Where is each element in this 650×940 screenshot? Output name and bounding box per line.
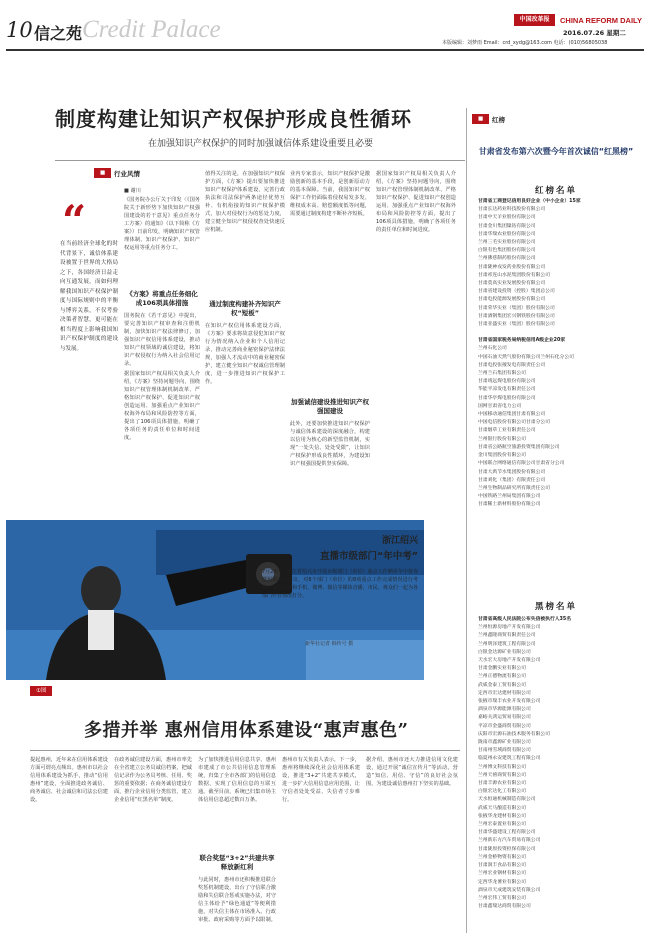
list-item: 天水宏大房地产开发有限公司 — [478, 658, 541, 664]
list-item: 兰州明泽建筑工程有限公司 — [478, 641, 536, 647]
list-item: 兰州恒源房地产开发有限公司 — [478, 625, 541, 631]
article-byline: ■ 谢川 — [124, 188, 141, 194]
masthead-rule — [6, 49, 644, 51]
list-item: 兰州石化公司 — [478, 346, 507, 352]
list-item: 中国移动通信集团甘肃有限公司 — [478, 412, 546, 418]
article-paragraph: 惠州市有关负责人表示，下一步，惠州将继续深化社会信用体系建设，推进“3+2”共建共享模式，进一步扩大信用信息应用范围，让守信者处处受益、失信者寸步难行。 — [282, 757, 360, 803]
section-tag-label: 行业风情 — [114, 170, 140, 178]
list-item: 中国联合网络通信有限公司甘肃省分公司 — [478, 461, 565, 467]
list-item: 定西华龙薯业有限公司 — [478, 879, 526, 885]
list-item: 甘南州雪域商贸有限公司 — [478, 748, 531, 754]
photo-caption: 7月24日，浙江省绍兴市开展市级部门（单位）重点工作晒单年中督查暨履职电视评议，对8个部门（单位）的8项重点工作完成情况进行考评，通过电视和手机、微博、微信等媒体直播，市民、观众们一起为各部门作答情况打分。 — [262, 569, 418, 599]
list-item: 中国石油天然气股份有限公司兰州石化分公司 — [478, 354, 574, 360]
list-item: 兰州佛慈制药股份有限公司 — [478, 256, 536, 262]
list-item: 甘肃电投能源发展股份有限公司 — [478, 297, 546, 303]
list-item: 白银金达源矿业有限公司 — [478, 649, 531, 655]
list-item: 兰州宏泰置业有限公司 — [478, 822, 526, 828]
list-item: 中国铁路兰州局集团有限公司 — [478, 494, 541, 500]
article-paragraph: 《国务院办公厅关于印发〈《国务院关于新形势下加快知识产权强国建设的若干意见》重点任务分工方案〉的通知》（以下简称《方案》）日前印发，明确知识产权管理体制、知识产权保护、知识产权运用等重点任务分工。 — [124, 197, 200, 251]
list-item: 甘肃酒钢集团宏兴钢铁股份有限公司 — [478, 313, 555, 319]
list-item: 甘肃华亭煤电股份有限公司 — [478, 395, 536, 401]
list-item: 甘肃华瑞农业股份有限公司 — [478, 231, 536, 237]
list-item: 兰州金桥物资有限公司 — [478, 854, 526, 860]
photo-credit: 新华社记者 韩传号 摄 — [305, 641, 354, 647]
list-item: 甘肃亚盛实业（集团）股份有限公司 — [478, 322, 555, 328]
list-item: 金川集团股份有限公司 — [478, 453, 526, 459]
photo-title-1: 浙江绍兴 — [381, 536, 418, 546]
second-headline: 多措并举 惠州信用体系建设“惠声惠色” — [84, 720, 409, 741]
main-subheadline: 在加强知识产权保护的同时加强诚信体系建设重要且必要 — [148, 139, 374, 149]
list-item: 甘肃电投张掖发电有限责任公司 — [478, 362, 546, 368]
headline-rule — [30, 750, 460, 751]
list-item: 临夏州永安建筑工程有限公司 — [478, 756, 541, 762]
list-item: 兰州宏伟工贸有限公司 — [478, 895, 526, 901]
list-item: 嘉峪关鸿运贸易有限公司 — [478, 715, 531, 721]
list-item: 兰州正德物流有限公司 — [478, 674, 526, 680]
article-paragraph: 此外，还要加快推进知识产权保护与诚信体系建设的深度融合，构建以信用为核心的新型监管机制，实现“一处失信、处处受限”，让知识产权保护形成良性循环，为建设知识产权强国提供坚实保障。 — [290, 421, 370, 467]
section-tag: ■ — [94, 168, 111, 178]
list-item: 甘肃稀土新材料股份有限公司 — [478, 502, 541, 508]
list-item: 甘肃金川集团镍钴有限公司 — [478, 223, 536, 229]
page-number: 10 — [6, 18, 33, 42]
black-list-intro: 甘肃省高级人民法院公布失信被执行人35名 — [478, 617, 572, 622]
red-list-tag: ■ — [472, 114, 489, 124]
article2-subhead: 联合奖惩“3+2”共建共享释放新红利 — [199, 854, 275, 871]
list-item: 甘肃省建设投资（控股）集团总公司 — [478, 289, 555, 295]
article-paragraph: 值得关注的是，在加强知识产权保护方面，《方案》提出要加快推进知识产权保护体系建设，完善行政执法和司法保护两条途径优势互补、有机衔接的知识产权保护模式，加大对侵权行为的惩处力度，建立健全知识产权侵权查处快速反应机制。 — [205, 171, 285, 233]
list-item: 甘肃丰源农业有限公司 — [478, 781, 526, 787]
list-item: 甘肃大禹节水集团股份有限公司 — [478, 469, 546, 475]
list-item: 甘肃陇原投资担保有限公司 — [478, 846, 536, 852]
red-list-intro: 甘肃省国家税务局纳税信用A级企业20家 — [478, 338, 566, 344]
list-item: 甘肃华盛建设工程有限公司 — [478, 830, 536, 836]
list-item: 武威金泰工贸有限公司 — [478, 682, 526, 688]
list-item: 定西市宏达建材有限公司 — [478, 690, 531, 696]
list-item: 甘肃金鹏实业有限公司 — [478, 666, 526, 672]
list-item: 甘肃陇神戎发药业股份有限公司 — [478, 264, 546, 270]
list-item: 兰州鑫隆商贸有限责任公司 — [478, 633, 536, 639]
article-paragraph: 在知识产权信用体系建设方面，《方案》要求将故意侵犯知识产权行为情况纳入企业和个人信用记录，推动完善商业秘密保护法律法规，加强人才流动中的商业秘密保护，建立健全知识产权诚信管理制度，进一步推进知识产权保护工作。 — [205, 323, 285, 385]
list-item: 白银宏达化工有限公司 — [478, 789, 526, 795]
red-black-list-subheadline: 甘肃省发布第六次暨今年首次诚信“红黑榜” — [478, 147, 634, 156]
list-item: 兰州新东方汽车贸易有限公司 — [478, 838, 541, 844]
red-list-intro: 甘肃省工商登记信用良好企业（中小企业）15家 — [478, 199, 581, 204]
newspaper-logo-en: CHINA REFORM DAILY — [560, 16, 642, 25]
main-headline: 制度构建让知识产权保护形成良性循环 — [55, 107, 412, 131]
list-item: 甘肃鑫瑞达商贸有限公司 — [478, 904, 531, 910]
section-name-en: Credit Palace — [82, 16, 221, 43]
article-paragraph: 业内专家表示，知识产权保护是激励创新的基本手段，是创新原动力的基本保障。当前，我国知识产权保护工作仍面临着侵权易发多发、维权成本高、赔偿额度低等问题，需要通过制度构建不断补齐短板。 — [290, 171, 370, 217]
article-subhead: 《方案》将重点任务细化成106项具体措施 — [126, 290, 198, 307]
column-divider — [466, 108, 467, 933]
red-list-tag-label: 红榜 — [492, 116, 505, 124]
list-item: 甘肃荣华实业（集团）股份有限公司 — [478, 305, 555, 311]
article-paragraph: 在政务诚信建设方面，惠州市率先在全省建立公务员诚信档案，把诚信记录作为公务员考核、任用、奖惩的重要依据；在商务诚信建设方面，推行企业信用分类监管，建立企业信用“红黑名单”制度。 — [114, 757, 192, 803]
list-item: 平凉市金盛商贸有限公司 — [478, 723, 531, 729]
list-item: 甘肃中天羊业股份有限公司 — [478, 215, 536, 221]
list-item: 兰州银行股份有限公司 — [478, 436, 526, 442]
list-item: 庆阳市宏源石油技术服务有限公司 — [478, 731, 550, 737]
article-paragraph: 据国家知识产权局相关负责人介绍，《方案》坚持问题导向，围绕知识产权管理体制机制改革、严格知识产权保护、促进知识产权创造运用、加强重点产业知识产权海外布局和风险防控等方面，提出了106项具体措施，明确了各项任务的责任单位和时间进度。 — [376, 171, 456, 233]
list-item: 兰州博文科技有限公司 — [478, 764, 526, 770]
red-list-title: 红榜名单 — [534, 186, 577, 196]
newspaper-logo: 中国改革报 — [514, 14, 555, 26]
article-paragraph: 据介绍，惠州市还大力推进信用文化建设，通过开展“诚信宣传月”等活动，营造“知信、用信、守信”的良好社会氛围，为建设诚信惠州打下坚实的基础。 — [366, 757, 458, 787]
red-list — [478, 198, 634, 510]
list-item: 兰州天禧商贸有限公司 — [478, 772, 526, 778]
list-item: 甘肃烟草工业有限责任公司 — [478, 428, 536, 434]
list-item: 兰州生物制品研究所有限责任公司 — [478, 485, 550, 491]
list-item: 陇南市鑫源矿业有限公司 — [478, 740, 531, 746]
list-item: 张掖市瑞丰农业开发有限公司 — [478, 699, 541, 705]
list-item: 天水恒通机械制造有限公司 — [478, 797, 536, 803]
article2-tag: ①图 — [30, 686, 52, 696]
article-paragraph: 与此同时，惠州市还积极推进联合奖惩机制建设，出台了守信联合激励和失信联合惩戒实施办法，对守信主体给予“绿色通道”等便利措施，对失信主体在市场准入、行政审批、政府采购等方面予以限制。 — [198, 877, 276, 923]
list-item: 国网甘肃省电力公司 — [478, 403, 522, 409]
issue-date: 2016.07.26 星期二 — [563, 29, 626, 37]
section-name: 信之苑 — [34, 24, 83, 43]
list-item: 甘肃莫高实业发展股份有限公司 — [478, 281, 546, 287]
list-item: 甘肃靖远煤电股份有限公司 — [478, 379, 536, 385]
article-paragraph: 国务院在《若干意见》中提出，要完善知识产权审查和注册机制，加快知识产权法律修订，加强知识产权信用体系建设，推动知识产权领域的诚信建设，将知识产权侵权行为纳入社会信用记录。 — [124, 313, 200, 367]
article-paragraph: 据国家知识产权局相关负责人介绍，《方案》坚持问题导向，围绕知识产权管理体制机制改革、严格知识产权保护、促进知识产权创造运用、加强重点产业知识产权海外布局和风险防控等方面，提出了106项具体措施，明确了各项任务的责任单位和时间进度。 — [124, 371, 200, 441]
list-item: 甘肃祁连山水泥集团股份有限公司 — [478, 272, 550, 278]
headline-rule — [55, 160, 465, 161]
list-item: 白银有色集团股份有限公司 — [478, 248, 536, 254]
list-item: 酒泉市天成建筑安装有限公司 — [478, 887, 541, 893]
photo-title-2: 直播市级部门“年中考” — [320, 551, 418, 562]
list-item: 武威天马酿造有限公司 — [478, 805, 526, 811]
editor-info: 本版编辑：刘梦雨 Email：crd_xydg@163.com 电话：(010)56805038 — [442, 40, 608, 46]
list-item: 华能平凉发电有限责任公司 — [478, 387, 536, 393]
list-item: 甘肃长达药业科技股份有限公司 — [478, 207, 546, 213]
list-item: 酒泉市华源能源有限公司 — [478, 707, 531, 713]
article-paragraph: 提起惠州，近年来在信用体系建设方面可谓亮点频出。惠州市以社会信用体系建设为抓手，推动“信用惠州”建设，全面推进政务诚信、商务诚信、社会诚信和司法公信建设。 — [30, 757, 108, 803]
list-item: 中国电信股份有限公司甘肃分公司 — [478, 420, 550, 426]
quote-mark-icon: “ — [62, 196, 87, 245]
list-item: 甘肃润丰食品有限公司 — [478, 863, 526, 869]
list-item: 兰州宏业钢材有限公司 — [478, 871, 526, 877]
article-lead: 在当前经济全球化的时代背景下，诚信体系建设被置于世界的大格局之下，各国经济日益走向互通发展，而如何理解我国知识产权保护制度与国际规则中的平衡与博弈关系，不仅考验决策者智慧，更可能在相当程度上影响我国知识产权保护制度的建设与发展。 — [60, 241, 118, 352]
black-list-title: 黑榜名单 — [534, 602, 577, 612]
article-paragraph: 为了加快推进信用信息共享，惠州市建成了市公共信用信息管理系统，归集了全市各部门的信用信息数据，实现了信用信息的互联互通。截至目前，系统已归集市场主体信用信息超过数百万条。 — [198, 757, 276, 803]
list-item: 张掖华龙建材有限公司 — [478, 813, 526, 819]
black-list — [478, 616, 634, 911]
list-item: 甘肃刘化（集团）有限责任公司 — [478, 477, 546, 483]
list-item: 甘肃省公路航空旅游投资集团有限公司 — [478, 444, 560, 450]
article-subhead: 加强诚信建设推进知识产权强国建设 — [291, 398, 369, 415]
list-item: 兰州兰石集团有限公司 — [478, 371, 526, 377]
list-item: 兰州三毛实业股份有限公司 — [478, 240, 536, 246]
article-subhead: 通过制度构建补齐知识产权“短板” — [209, 300, 281, 317]
